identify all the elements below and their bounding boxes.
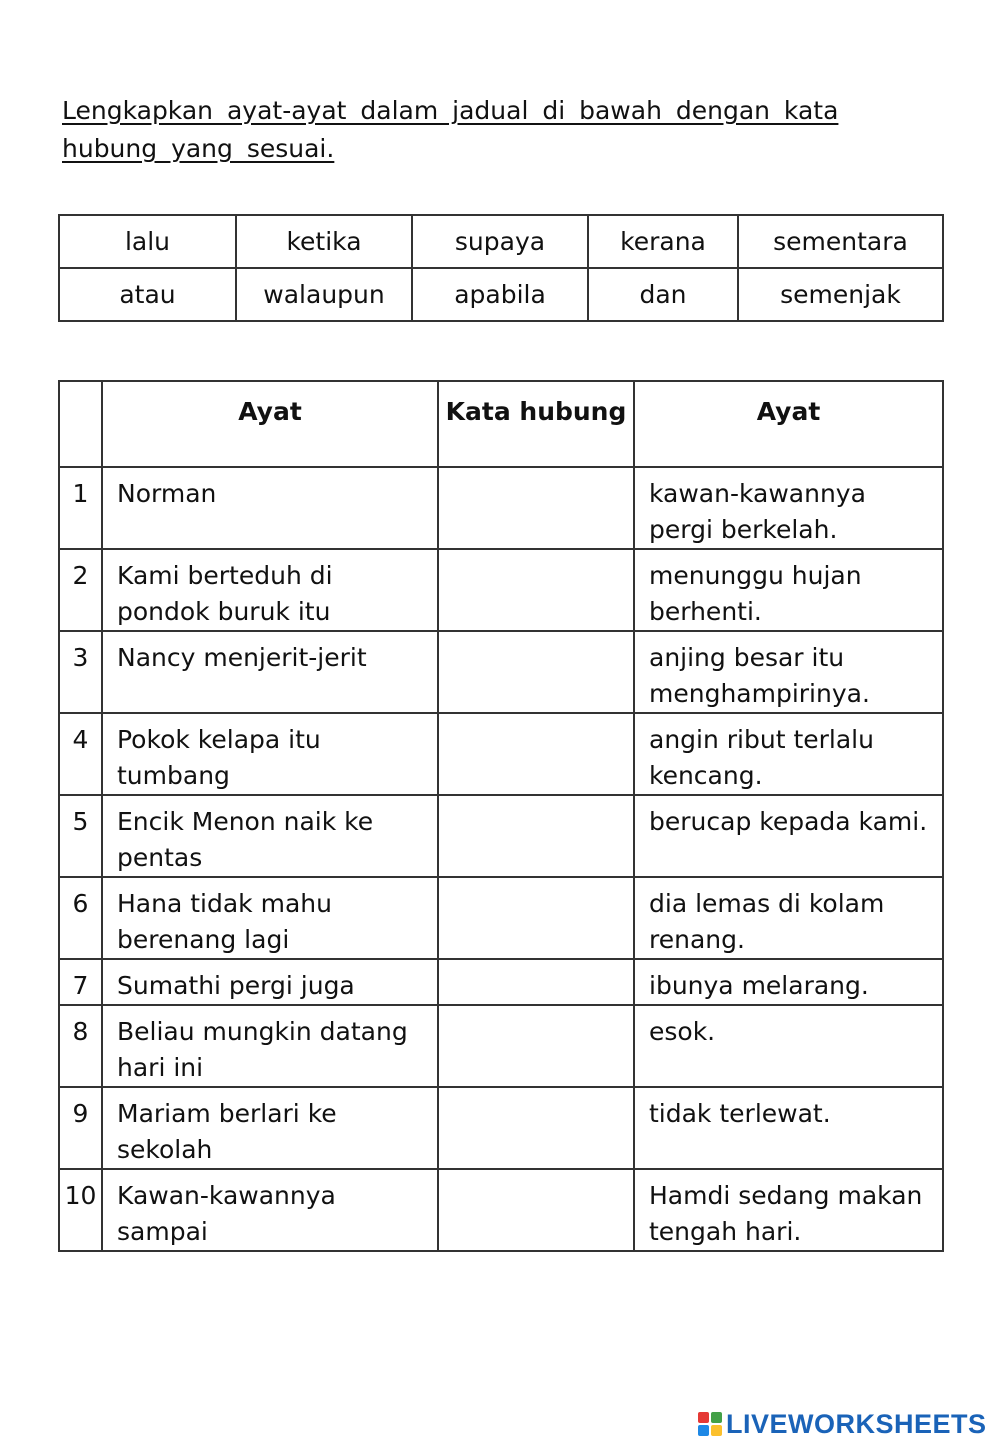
word-bank-item: atau	[59, 268, 236, 321]
answer-cell[interactable]	[438, 1087, 634, 1169]
row-number: 9	[59, 1087, 102, 1169]
logo-block-red	[698, 1412, 709, 1423]
left-sentence: Nancy menjerit-jerit	[102, 631, 438, 713]
left-sentence: Encik Menon naik ke pentas	[102, 795, 438, 877]
right-sentence: kawan-kawannya pergi berkelah.	[634, 467, 943, 549]
instruction-heading: Lengkapkan ayat-ayat dalam jadual di bawah dengan kata hubung yang sesuai.	[62, 96, 839, 163]
answer-cell[interactable]	[438, 877, 634, 959]
word-bank-item: kerana	[588, 215, 738, 268]
answer-cell[interactable]	[438, 549, 634, 631]
header-left-sentence: Ayat	[102, 381, 438, 467]
liveworksheets-logo[interactable]	[698, 1408, 987, 1440]
header-right-sentence: Ayat	[634, 381, 943, 467]
answer-cell[interactable]	[438, 631, 634, 713]
liveworksheets-logo-icon	[698, 1412, 722, 1436]
logo-text: LIVEWORKSHEETS	[726, 1408, 987, 1439]
row-number: 4	[59, 713, 102, 795]
left-sentence: Hana tidak mahu berenang lagi	[102, 877, 438, 959]
row-number: 10	[59, 1169, 102, 1251]
word-bank-item: sementara	[738, 215, 943, 268]
right-sentence: ibunya melarang.	[634, 959, 943, 1005]
answer-cell[interactable]	[438, 1169, 634, 1251]
row-number: 1	[59, 467, 102, 549]
word-bank-row	[59, 268, 943, 321]
answer-cell[interactable]	[438, 959, 634, 1005]
exercise-table	[58, 380, 944, 1252]
word-bank-item: lalu	[59, 215, 236, 268]
table-row	[59, 1169, 943, 1251]
table-row	[59, 1005, 943, 1087]
left-sentence: Kawan-kawannya sampai	[102, 1169, 438, 1251]
table-row	[59, 877, 943, 959]
word-bank-item: supaya	[412, 215, 588, 268]
right-sentence: Hamdi sedang makan tengah hari.	[634, 1169, 943, 1251]
left-sentence: Sumathi pergi juga	[102, 959, 438, 1005]
word-bank-item: apabila	[412, 268, 588, 321]
table-row	[59, 959, 943, 1005]
right-sentence: berucap kepada kami.	[634, 795, 943, 877]
table-row	[59, 467, 943, 549]
header-number	[59, 381, 102, 467]
word-bank-row	[59, 215, 943, 268]
table-row	[59, 795, 943, 877]
word-bank-item: semenjak	[738, 268, 943, 321]
right-sentence: tidak terlewat.	[634, 1087, 943, 1169]
row-number: 3	[59, 631, 102, 713]
logo-block-blue	[698, 1425, 709, 1436]
left-sentence: Kami berteduh di pondok buruk itu	[102, 549, 438, 631]
row-number: 6	[59, 877, 102, 959]
left-sentence: Pokok kelapa itu tumbang	[102, 713, 438, 795]
table-row	[59, 549, 943, 631]
table-row	[59, 631, 943, 713]
left-sentence: Beliau mungkin datang hari ini	[102, 1005, 438, 1087]
word-bank-table	[58, 214, 944, 322]
row-number: 8	[59, 1005, 102, 1087]
left-sentence: Mariam berlari ke sekolah	[102, 1087, 438, 1169]
answer-cell[interactable]	[438, 1005, 634, 1087]
right-sentence: anjing besar itu menghampirinya.	[634, 631, 943, 713]
word-bank-item: dan	[588, 268, 738, 321]
header-conjunction: Kata hubung	[438, 381, 634, 467]
right-sentence: dia lemas di kolam renang.	[634, 877, 943, 959]
right-sentence: menunggu hujan berhenti.	[634, 549, 943, 631]
answer-cell[interactable]	[438, 713, 634, 795]
header-row	[59, 381, 943, 467]
logo-block-yellow	[711, 1425, 722, 1436]
answer-cell[interactable]	[438, 795, 634, 877]
table-row	[59, 713, 943, 795]
word-bank-item: ketika	[236, 215, 412, 268]
left-sentence: Norman	[102, 467, 438, 549]
right-sentence: esok.	[634, 1005, 943, 1087]
row-number: 5	[59, 795, 102, 877]
answer-cell[interactable]	[438, 467, 634, 549]
table-row	[59, 1087, 943, 1169]
row-number: 7	[59, 959, 102, 1005]
logo-block-green	[711, 1412, 722, 1423]
right-sentence: angin ribut terlalu kencang.	[634, 713, 943, 795]
row-number: 2	[59, 549, 102, 631]
word-bank-item: walaupun	[236, 268, 412, 321]
